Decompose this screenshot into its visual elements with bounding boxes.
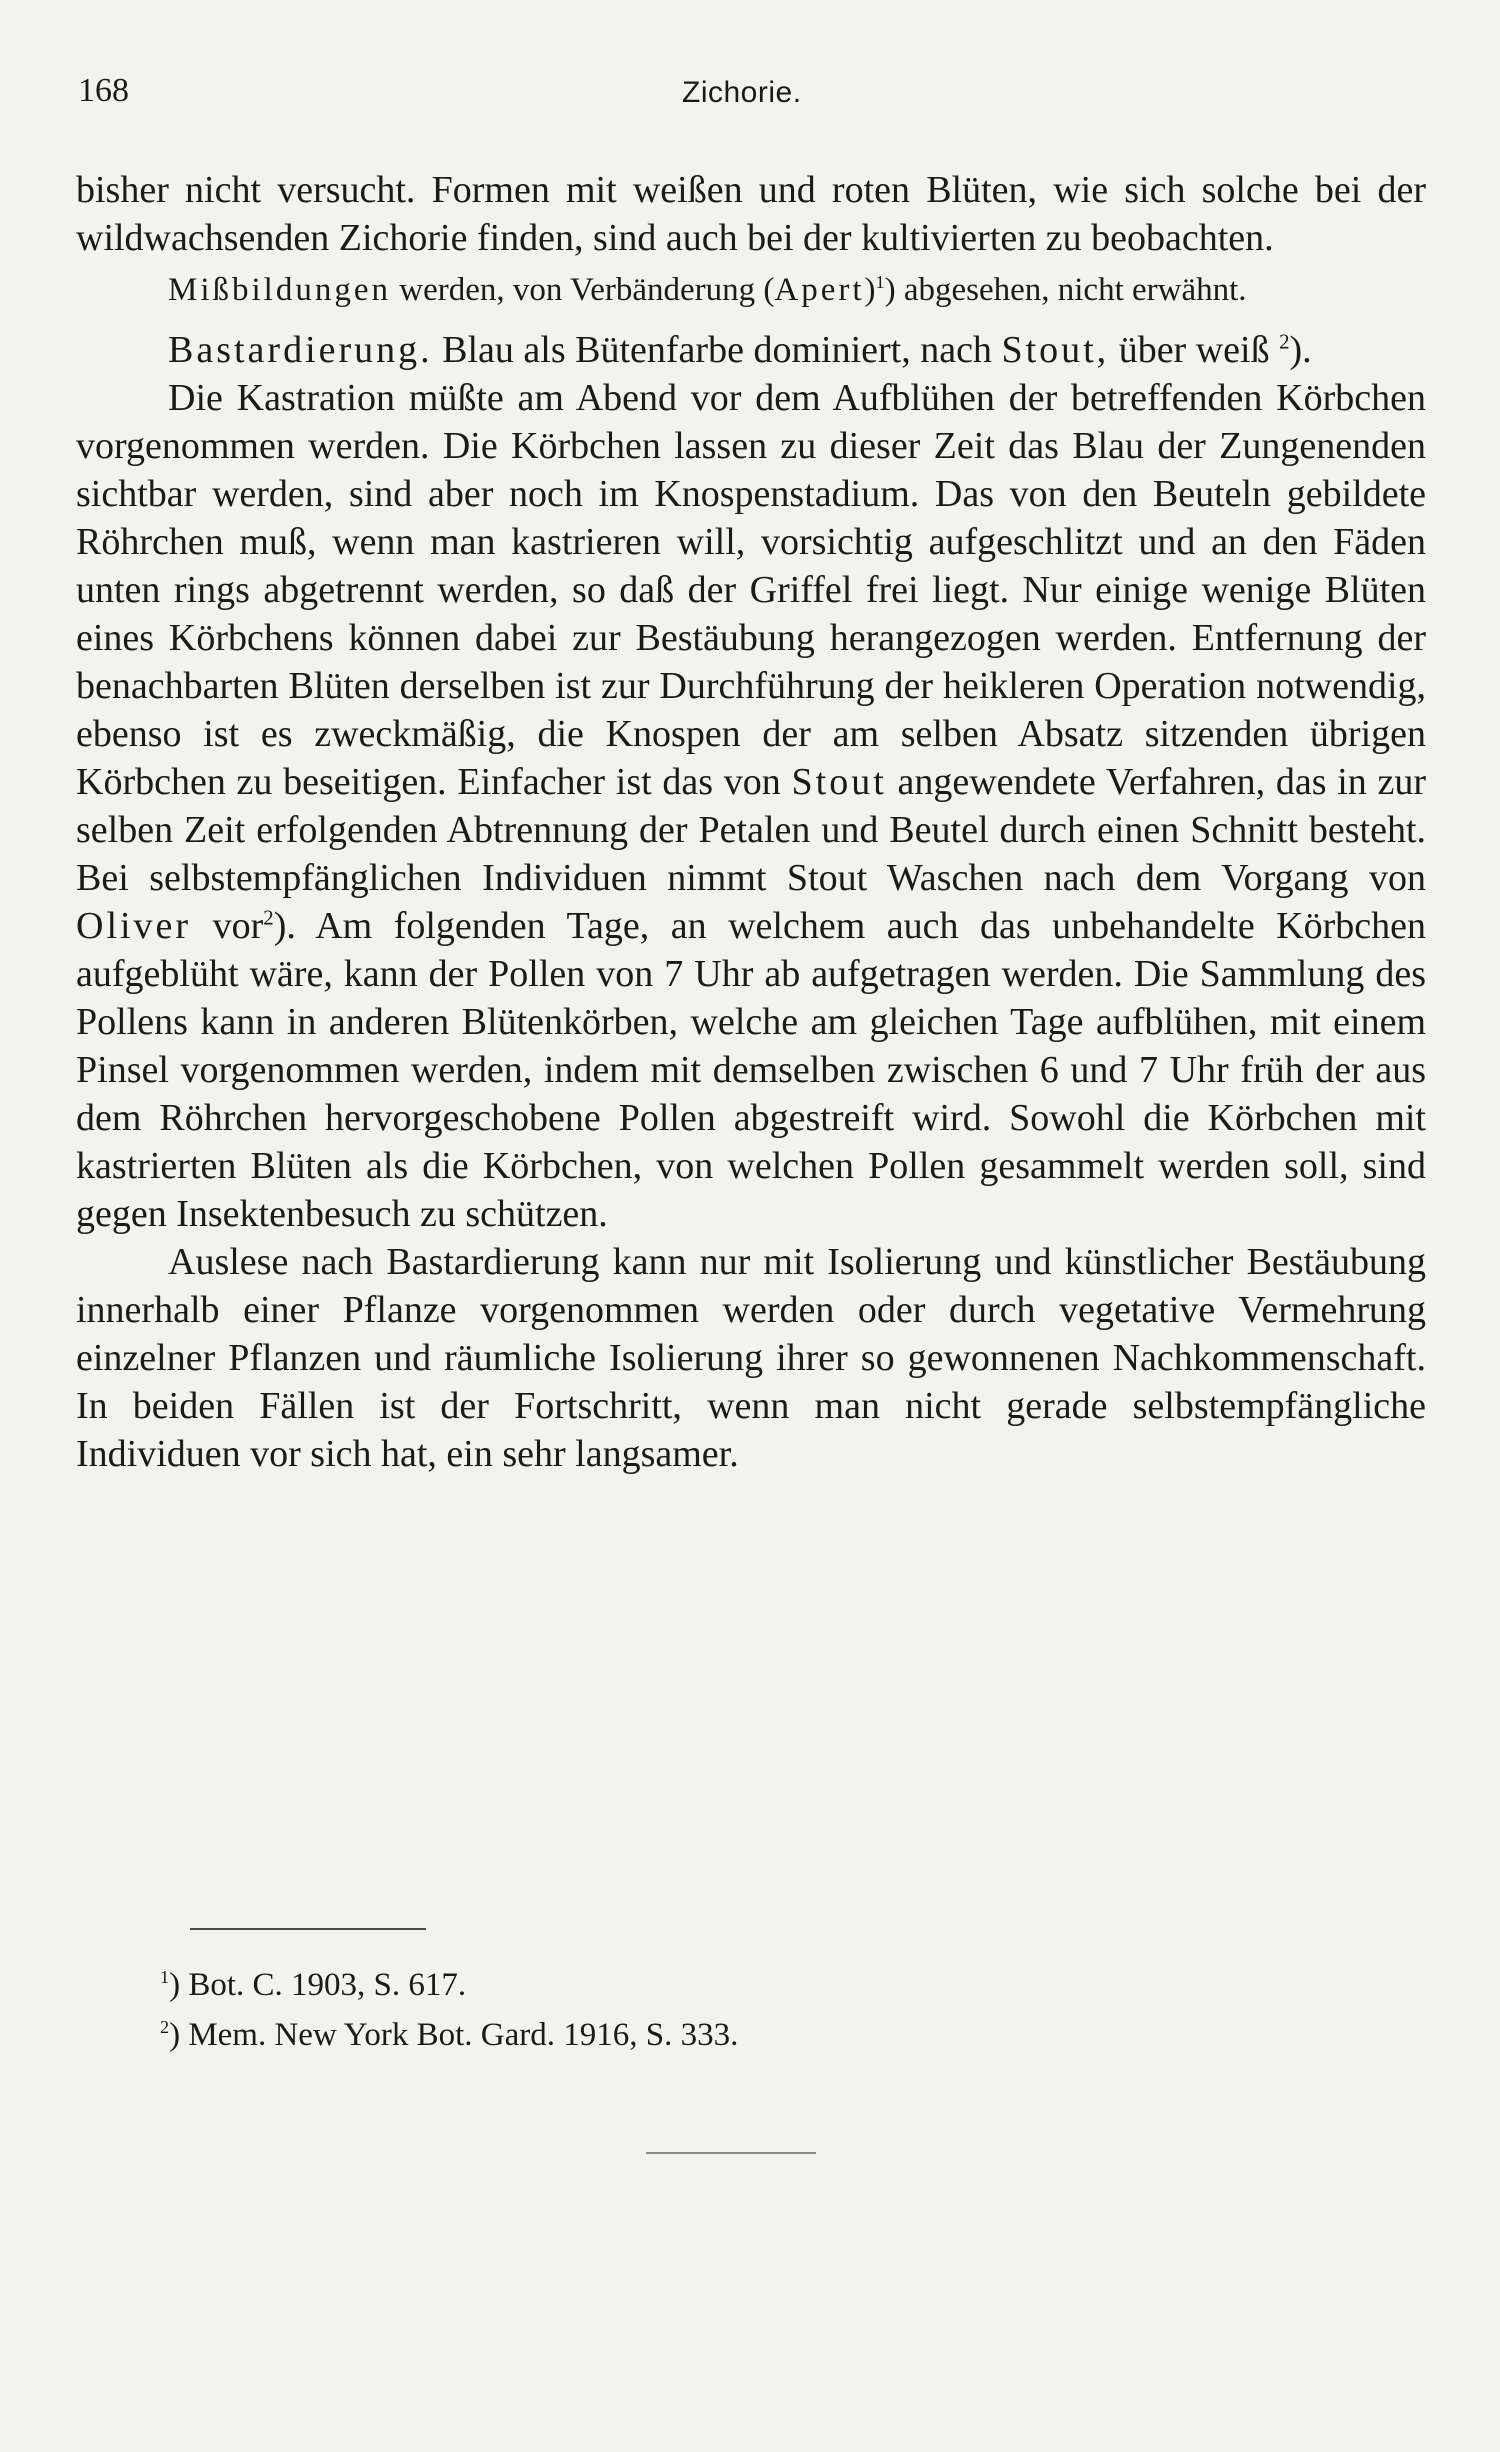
footnote-2 [160, 2010, 738, 2060]
paragraph-4-text-c: vor [191, 905, 264, 947]
paragraph-2-text-b: ) [864, 272, 876, 308]
footnote-ref-1: 1 [875, 272, 885, 292]
paragraph-3-text-a: Blau als Bütenfarbe dominiert, nach [432, 329, 1002, 371]
footnote-2-text: ) Mem. New York Bot. Gard. 1916, S. 333. [169, 2017, 739, 2053]
paragraph-3 [76, 326, 1426, 374]
footnote-ref-2: 2 [1279, 329, 1290, 354]
footnote-mark-1: 1 [160, 1967, 170, 1987]
paragraph-3-text-b: über weiß [1109, 329, 1280, 371]
bottom-rule [646, 2152, 816, 2154]
paragraph-1: bisher nicht versucht. Formen mit weißen und roten Blüten, wie sich solche bei der wildwachsenden Zichorie finden, sind auch bei der kultivierten zu beobachten. [76, 169, 1426, 259]
footnote-rule [190, 1928, 426, 1930]
paragraph-3-text-c: ). [1289, 329, 1312, 371]
footnotes [160, 1960, 738, 2060]
footnote-1 [160, 1960, 738, 2010]
author-stout-2: Stout [791, 761, 887, 803]
paragraph-2 [76, 270, 1426, 310]
running-head: Zichorie. [682, 76, 802, 109]
footnote-mark-2: 2 [160, 2017, 170, 2037]
paragraph-2-text-a: werden, von Verbänderung ( [391, 272, 775, 308]
page-header [78, 72, 1428, 122]
author-apert: Apert [774, 272, 865, 308]
author-oliver: Oliver [76, 905, 192, 947]
footnote-1-text: ) Bot. C. 1903, S. 617. [169, 1967, 467, 2003]
footnote-ref-2b: 2 [263, 905, 274, 930]
body-text [76, 166, 1426, 1478]
paragraph-2-text-c: ) abgesehen, nicht erwähnt. [884, 272, 1247, 308]
paragraph-5: Auslese nach Bastardierung kann nur mit Isolierung und künstlicher Bestäubung innerhalb einer Pflanze vorgenommen werden oder durch vegetative Vermehrung einzelner Pflanzen und räumliche Isolierung ihrer so gewonnenen Nachkommenschaft. In beiden Fällen ist der Fortschritt, wenn man nicht gerade selbstempfängliche Individuen vor sich hat, ein sehr langsamer. [76, 1241, 1426, 1475]
term-missbildungen: Mißbildungen [168, 272, 391, 308]
page-number: 168 [78, 72, 129, 109]
paragraph-4 [76, 374, 1426, 1238]
paragraph-4-text-b: angewendete Verfahren, das in zur selben Zeit erfolgenden Abtrennung der Petalen und Beutel durch einen Schnitt besteht. Bei selbstempfänglichen Individuen nimmt Stout Waschen nach dem Vorgang von [76, 761, 1426, 899]
author-stout: Stout, [1001, 329, 1110, 371]
paragraph-4-text-d: ). Am folgenden Tage, an welchem auch das unbehandelte Körbchen aufgeblüht wäre, kann der Pollen von 7 Uhr ab aufgetragen werden. Die Sammlung des Pollens kann in anderen Blütenkörben, welche am gleichen Tage aufblühen, mit einem Pinsel vorgenommen werden, indem mit demselben zwischen 6 und 7 Uhr früh der aus dem Röhrchen hervorgeschobene Pollen abgestreift wird. Sowohl die Körbchen mit kastrierten Blüten als die Körbchen, von welchen Pollen gesammelt werden soll, sind gegen Insektenbesuch zu schützen. [76, 905, 1426, 1235]
paragraph-4-text-a: Die Kastration müßte am Abend vor dem Aufblühen der betreffenden Körbchen vorgenommen werden. Die Körbchen lassen zu dieser Zeit das Blau der Zungenenden sichtbar werden, sind aber noch im Knospenstadium. Das von den Beuteln gebildete Röhrchen muß, wenn man kastrieren will, vorsichtig aufgeschlitzt und an den Fäden unten rings abgetrennt werden, so daß der Griffel frei liegt. Nur einige wenige Blüten eines Körbchens können dabei zur Bestäubung herangezogen werden. Entfernung der benachbarten Blüten derselben ist zur Durchführung der heikleren Operation notwendig, ebenso ist es zweckmäßig, die Knospen der am selben Absatz sitzenden übrigen Körbchen zu beseitigen. Einfacher ist das von [76, 377, 1426, 803]
term-bastardierung: Bastardierung. [168, 329, 433, 371]
